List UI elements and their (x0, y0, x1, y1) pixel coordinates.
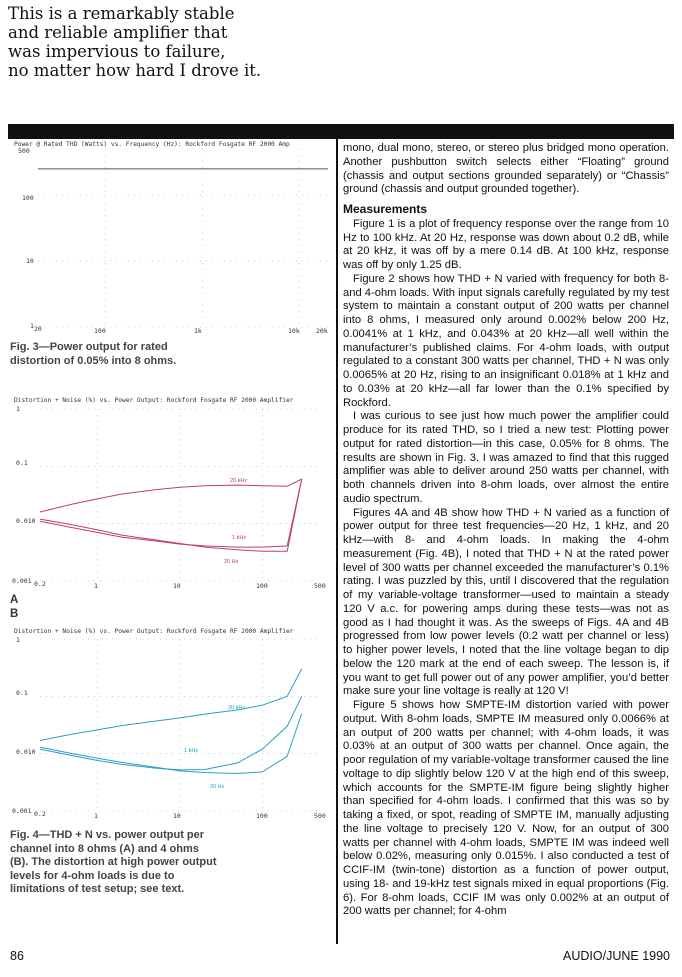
fig4a-x-tick: 1 (94, 582, 98, 590)
fig4a-y-tick: 0.1 (16, 459, 28, 467)
fig4a-series-1-khz (40, 479, 302, 547)
fig4b-label-20khz: 20 kHz (228, 705, 246, 711)
fig4a-y-tick: 0.001 (12, 577, 32, 585)
fig4a-series-20-hz (40, 479, 302, 551)
fig4b-x-tick: 100 (256, 812, 268, 820)
fig4a-x-tick: 10 (173, 582, 181, 590)
fig4-letter-b: B (10, 608, 19, 620)
body-paragraph: Figures 4A and 4B show how THD + N varied as a function of power output for three test frequencies—20 Hz, 1 kHz, and 20 kHz—with 8- and 4-ohm loads. In making the 4-ohm measurement (Fig. 4B), I noted that THD + N at the rated power level of 300 watts per channel exceeded the manufacturer’s 0.1% rating. I was puzzled by this, until I discovered that the regulation of my variable-voltage transformer—used to maintain a steady 120 V a.c. for powering amps during these tests—was not as good as I had thought it was. As the sweeps of Figs. 4A and 4B progressed from low power levels (0.2 watt per channel or less) to higher power levels, I noted that the line voltage began to dip below the 120 mark at the end of each sweep. The lesson is, if you want to get full power out of any power amplifier, you’d better make sure your line voltage is really at 120 V! (343, 506, 669, 698)
fig3-x-tick: 10k (288, 327, 300, 335)
fig4a-grid (40, 409, 320, 581)
fig3-x-tick: 1k (194, 327, 202, 335)
fig3-y-tick: 100 (22, 194, 34, 202)
fig4a-series-20-khz (40, 479, 302, 512)
fig4a-x-tick: 100 (256, 582, 268, 590)
article-column (343, 142, 669, 919)
body-paragraph: I was curious to see just how much power the amplifier could produce for its rated THD, so I tried a new test: Plotting power output for rated distortion—in this case, 0.05% for 8 ohms. The results are shown in Fig. 3. I was amazed to find that this rugged amplifier was able to deliver around 250 watts per channel, with both channels driven into 8-ohm loads, over almost the entire audio spectrum. (343, 410, 669, 505)
fig4b-x-tick: 0.2 (34, 810, 46, 818)
pull-quote-line: and reliable amplifier that (8, 23, 228, 42)
fig4b-grid (40, 639, 320, 811)
body-paragraph: Figure 1 is a plot of frequency response over the range from 10 Hz to 100 kHz. At 20 Hz, response was down about 0.2 dB, while at 20 kHz, it was off by a mere 0.14 dB. At 100 kHz, response was off by only 1.25 dB. (343, 217, 669, 271)
fig4b-label-20hz: 20 Hz (210, 784, 225, 790)
fig3-x-tick: 20k (316, 327, 328, 335)
fig4-letter-a: A (10, 594, 19, 606)
fig4a-x-tick: 0.2 (34, 580, 46, 588)
column-divider (336, 139, 338, 944)
fig4-caption: Fig. 4—THD + N vs. power output per channel into 8 ohms (A) and 4 ohms (B). The distortion at high power output levels for 4-ohm loads is due to limitations of test setup; see text. (10, 829, 217, 895)
body-paragraph: Figure 5 shows how SMPTE-IM distortion varied with power output. With 8-ohm loads, SMPTE IM measured only 0.0066% at an output of 200 watts per channel; with 4-ohm loads, it was 0.03% at an output of 300 watts per channel. Once again, the poor regulation of my variable-voltage transformer caused the line voltage to dip slightly below 120 V at the high end of this sweep, which accounts for the SMPTE-IM figure being slightly higher than specified for 4-ohm loads. I confirmed that this was so by taking a fixed, or spot, reading of SMPTE IM, manually adjusting the line voltage to precisely 120 V. Now, for an output of 300 watts per channel with 4-ohm loads, SMPTE IM was indeed well below 0.02%, measuring only 0.015%. I also conducted a test of CCIF-IM (twin-tone) distortion as a function of power output, using 18- and 19-kHz test signals mixed in equal proportions (Fig. 6). For 8-ohm loads, CCIF IM was only 0.002% at an output of 200 watts per channel; for 4-ohm (343, 699, 669, 918)
fig4b-plot (40, 639, 320, 811)
fig3-x-tick: 20 (34, 325, 42, 333)
body-paragraph: Figure 2 shows how THD + N varied with frequency for both 8- and 4-ohm loads. With input signals carefully regulated by my test system to maintain a constant output of 200 watts per channel into 8 ohms, I measured only around 0.002% below 200 Hz, 0.0041% at 1 kHz, and 0.043% at 20 kHz—all well within the manufacturer’s published claims. For 4-ohm loads, with output regulated to a constant 300 watts per channel, THD + N was only 0.0065% at 20 Hz, rising to an insignificant 0.018% at 1 kHz and to 0.03% at 20 kHz—all far lower than the 0.1% specified by Rockford. (343, 272, 669, 409)
pull-quote-line: This is a remarkably stable (8, 4, 235, 23)
fig4a-label-1khz: 1 kHz (232, 535, 247, 541)
fig4b-series-20-hz (40, 714, 302, 774)
fig3-grid (38, 149, 328, 327)
fig3-x-tick: 100 (94, 327, 106, 335)
fig4b-x-tick: 10 (173, 812, 181, 820)
fig4a-x-tick: 500 (314, 582, 326, 590)
pull-quote-line: no matter how hard I drove it. (8, 61, 262, 80)
fig4a-y-tick-top: 1 (16, 405, 20, 413)
pull-quote (8, 4, 308, 80)
fig3-y-tick: 10 (26, 257, 34, 265)
fig3-chart-title: Power @ Rated THD (Watts) vs. Frequency (Hz): Rockford Fosgate RF 2000 Amp (14, 141, 290, 148)
fig4b-y-tick: 0.010 (16, 748, 36, 756)
fig3-caption: Fig. 3—Power output for rated distortion of 0.05% into 8 ohms. (10, 341, 177, 367)
pull-quote-line: was impervious to failure, (8, 42, 226, 61)
fig4a-plot (40, 409, 320, 581)
section-heading: Measurements (343, 202, 428, 216)
fig3-y-tick-top: 500 (18, 147, 30, 155)
fig4a-y-tick: 0.010 (16, 517, 36, 525)
magazine-issue: AUDIO/JUNE 1990 (563, 949, 670, 963)
fig3-y-tick: 1 (30, 322, 34, 330)
fig4a-label-20hz: 20 Hz (224, 559, 239, 565)
section-rule (8, 124, 674, 139)
fig4b-x-tick: 1 (94, 812, 98, 820)
fig4b-label-1khz: 1 kHz (184, 748, 199, 754)
fig4b-chart-title: Distortion + Noise (%) vs. Power Output: Rockford Fosgate RF 2000 Amplifier (14, 628, 294, 635)
fig4a-chart-title: Distortion + Noise (%) vs. Power Output: Rockford Fosgate RF 2000 Amplifier (14, 397, 294, 404)
page-number: 86 (10, 949, 24, 963)
fig4b-y-tick: 0.1 (16, 689, 28, 697)
fig4b-y-tick-top: 1 (16, 636, 20, 644)
fig4a-label-20khz: 20 kHz (230, 478, 248, 484)
fig4b-x-tick: 500 (314, 812, 326, 820)
body-paragraph: mono, dual mono, stereo, or stereo plus bridged mono operation. Another pushbutton switch selects either “Floating” ground (chassis and output sections grounded separately) or “Chassis” ground (chassis and output grounded together). (343, 142, 669, 196)
figures-column (8, 139, 336, 949)
fig3-plot (38, 149, 328, 327)
fig4b-y-tick: 0.001 (12, 807, 32, 815)
